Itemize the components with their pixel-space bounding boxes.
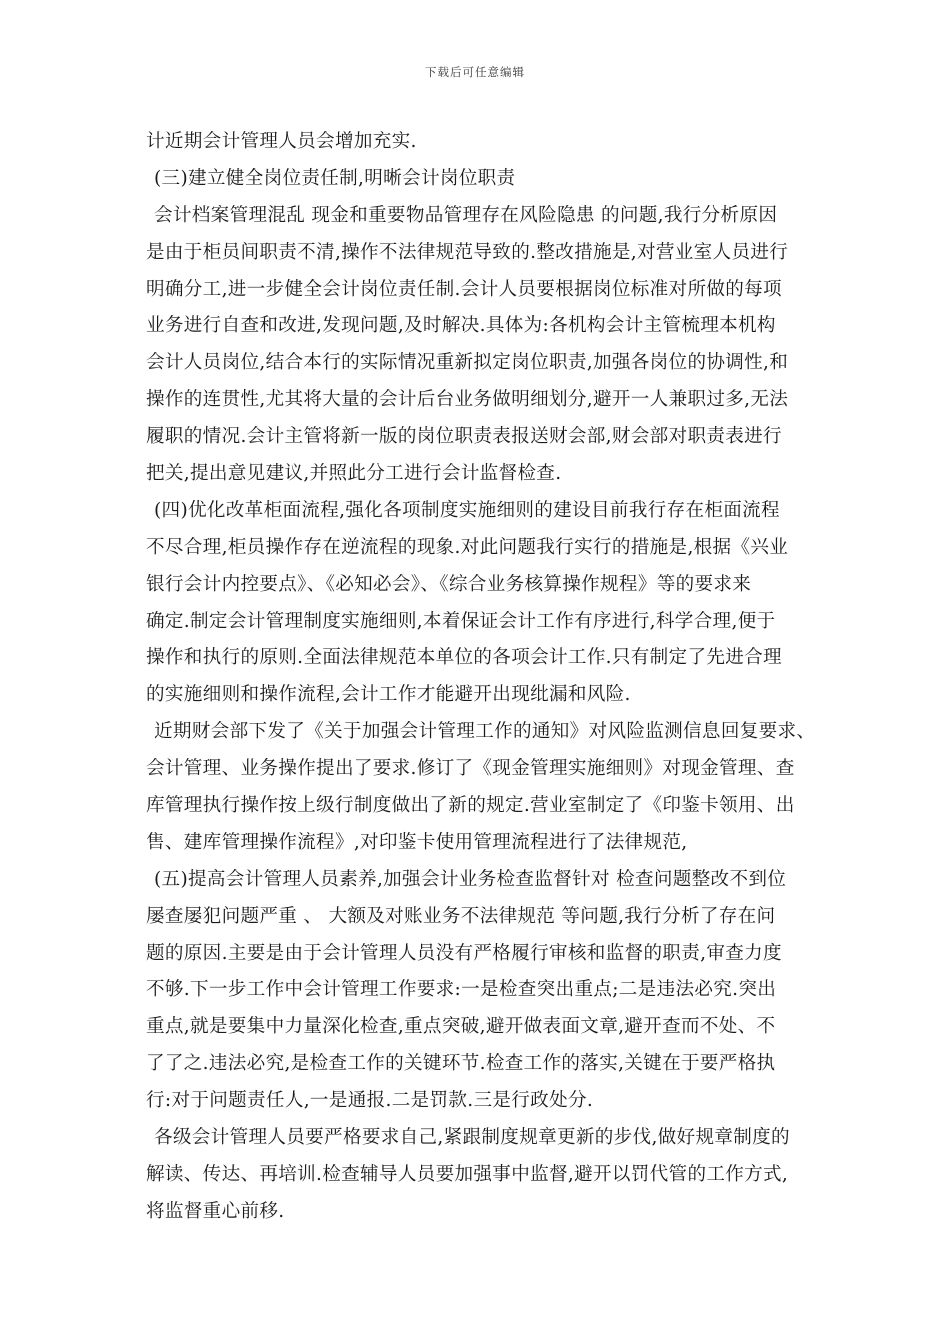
text-line: 不够.下一步工作中会计管理工作要求:一是检查突出重点;二是违法必究.突出 [146, 979, 777, 1001]
text-line: 履职的情况.会计主管将新一版的岗位职责表报送财会部,财会部对职责表进行 [146, 426, 782, 448]
page-header: 下载后可任意编辑 [425, 65, 525, 79]
text-line: 行:对于问题责任人,一是通报.二是罚款.三是行政处分. [146, 1090, 594, 1112]
text-line: 的实施细则和操作流程,会计工作才能避开出现纰漏和风险. [146, 684, 631, 706]
text-line: 银行会计内控要点》、《必知必会》、《综合业务核算操作规程》等的要求来 [146, 573, 752, 595]
text-line: (四)优化改革柜面流程,强化各项制度实施细则的建设目前我行存在柜面流程 [154, 499, 780, 521]
document-body [146, 124, 816, 1231]
text-line: (三)建立健全岗位责任制,明晰会计岗位职责 [154, 167, 516, 189]
text-line: 会计人员岗位,结合本行的实际情况重新拟定岗位职责,加强各岗位的协调性,和 [146, 352, 789, 374]
text-line: 近期财会部下发了《关于加强会计管理工作的通知》对风险监测信息回复要求、 [154, 721, 816, 743]
text-line: 会计管理、业务操作提出了要求.修订了《现金管理实施细则》对现金管理、查 [146, 758, 795, 780]
text-line: 操作和执行的原则.全面法律规范本单位的各项会计工作.只有制定了先进合理 [146, 647, 782, 669]
text-line: (五)提高会计管理人员素养,加强会计业务检查监督针对 检查问题整改不到位 [154, 868, 787, 890]
text-line: 售、建库管理操作流程》,对印鉴卡使用管理流程进行了法律规范, [146, 831, 688, 853]
text-line: 是由于柜员间职责不清,操作不法律规范导致的.整改措施是,对营业室人员进行 [146, 241, 789, 263]
text-line: 解读、传达、再培训.检查辅导人员要加强事中监督,避开以罚代管的工作方式, [146, 1163, 789, 1185]
text-line: 会计档案管理混乱 现金和重要物品管理存在风险隐患 的问题,我行分析原因 [154, 204, 778, 226]
text-line: 明确分工,进一步健全会计岗位责任制.会计人员要根据岗位标准对所做的每项 [146, 278, 782, 300]
text-line: 将监督重心前移. [146, 1200, 285, 1222]
text-line: 库管理执行操作按上级行制度做出了新的规定.营业室制定了《印鉴卡领用、出 [146, 795, 795, 817]
text-line: 计近期会计管理人员会增加充实. [146, 131, 417, 152]
text-line: 屡查屡犯问题严重 、 大额及对账业务不法律规范 等问题,我行分析了存在问 [146, 905, 776, 927]
text-line: 重点,就是要集中力量深化检查,重点突破,避开做表面文章,避开查而不处、不 [146, 1016, 776, 1038]
text-line: 了了之.违法必究,是检查工作的关键环节.检查工作的落实,关键在于要严格执 [146, 1053, 776, 1075]
text-line: 把关,提出意见建议,并照此分工进行会计监督检查. [146, 463, 562, 485]
text-line: 操作的连贯性,尤其将大量的会计后台业务做明细划分,避开一人兼职过多,无法 [146, 389, 789, 411]
text-line: 不尽合理,柜员操作存在逆流程的现象.对此问题我行实行的措施是,根据《兴业 [146, 536, 789, 558]
text-line: 题的原因.主要是由于会计管理人员没有严格履行审核和监督的职责,审查力度 [146, 942, 782, 964]
text-line: 各级会计管理人员要严格要求自己,紧跟制度规章更新的步伐,做好规章制度的 [154, 1127, 790, 1149]
text-line: 确定.制定会计管理制度实施细则,本着保证会计工作有序进行,科学合理,便于 [146, 610, 776, 632]
text-line: 业务进行自查和改进,发现问题,及时解决.具体为:各机构会计主管梳理本机构 [146, 315, 776, 337]
